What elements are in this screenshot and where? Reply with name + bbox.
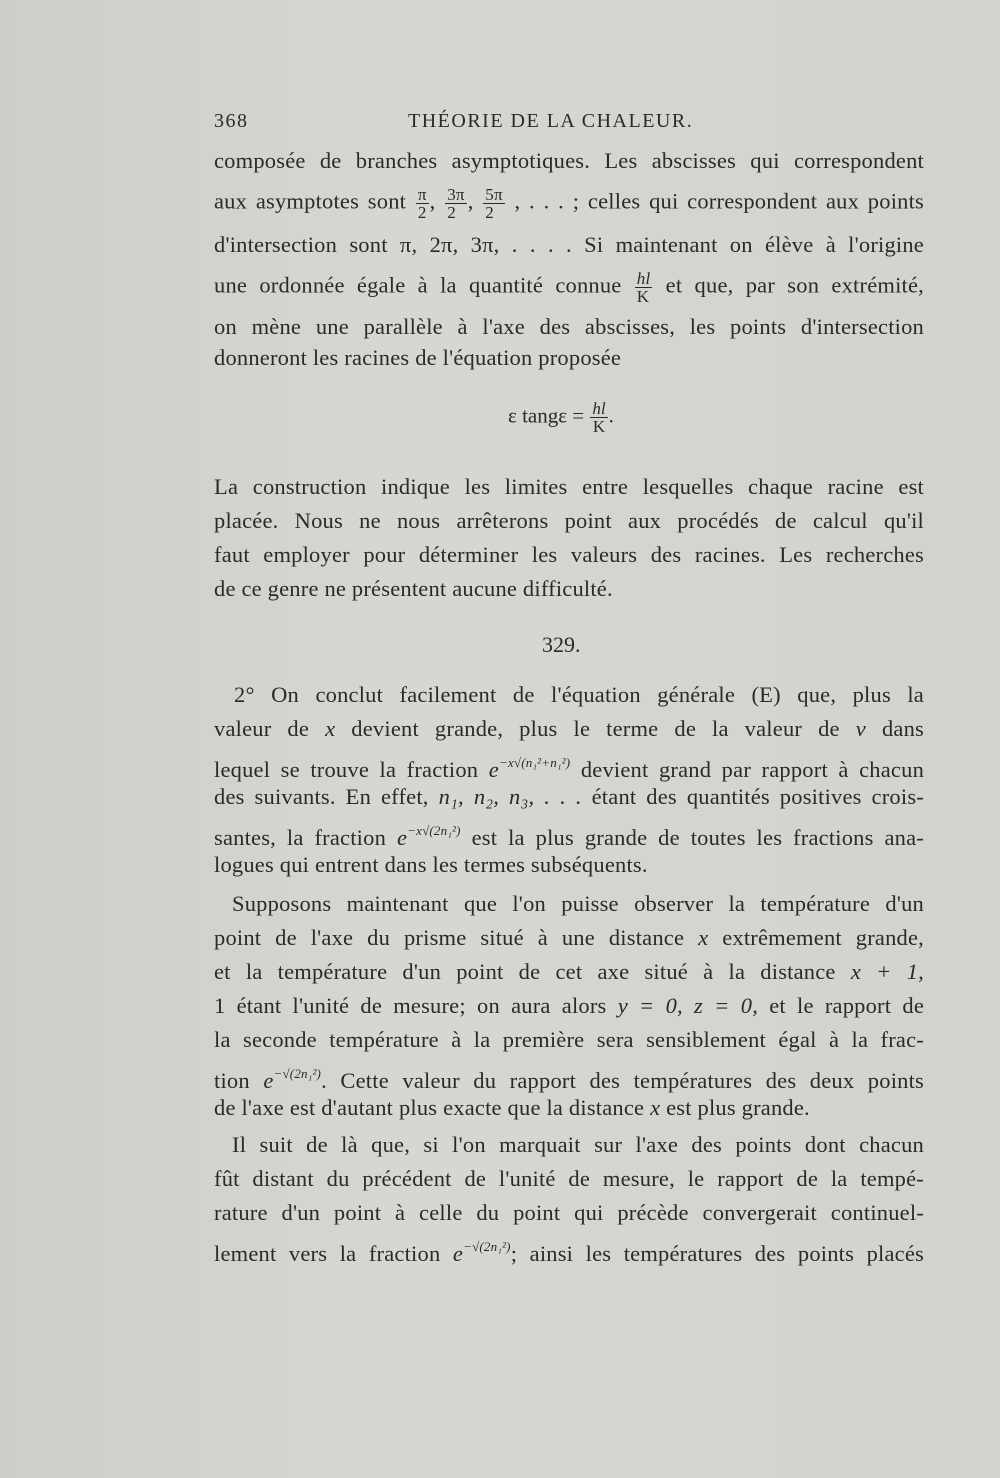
- running-title: THÉORIE DE LA CHALEUR.: [408, 110, 694, 132]
- fraction: $\frac{3\pi}{2}$: [447, 185, 465, 222]
- text-line: de l'axe est d'autant plus exacte que la distance x est plus grande.: [214, 1095, 810, 1120]
- text-line: Il suit de là que, si l'on marquait sur l'axe des points dont chacun: [232, 1132, 924, 1157]
- text-line: aux asymptotes sont $\frac{\pi}{2}$ , $\frac{3\pi}{2}$ , $\frac{5\pi}{2}$ , . . . ; celles qui correspondent aux points: [214, 185, 924, 222]
- text-line: une ordonnée égale à la quantité connue $\frac{hl}{K}$ et que, par son extrémité,: [214, 269, 925, 306]
- fraction: $\frac{hl}{K}$: [592, 399, 606, 436]
- text-line: d'intersection sont π, 2π, 3π, . . . . Si maintenant on élève à l'origine: [214, 232, 924, 257]
- text-line: et la température d'un point de cet axe situé à la distance x + 1,: [214, 959, 925, 984]
- text-line: rature d'un point à celle du point qui précède convergerait continuel-: [214, 1200, 924, 1225]
- text-line: santes, la fraction $e^{-x√(2n_1^2)}$ est la plus grande de toutes les fractions ana-: [214, 823, 924, 850]
- text-line: logues qui entrent dans les termes subséquents.: [214, 852, 648, 877]
- page-number: 368: [214, 110, 249, 132]
- text-line: de ce genre ne présentent aucune difficulté.: [214, 576, 613, 601]
- text-line: faut employer pour déterminer les valeurs des racines. Les recherches: [214, 542, 924, 567]
- text-line: des suivants. En effet, n₁, n₂, n₃, . . . étant des quantités positives crois-: [214, 784, 924, 809]
- equation: ε tangε = $\frac{hl}{K}$ .: [508, 399, 614, 436]
- text-line: placée. Nous ne nous arrêterons point aux procédés de calcul qu'il: [214, 508, 924, 533]
- text-line: valeur de x devient grande, plus le terme de la valeur de v dans: [214, 716, 925, 741]
- text-line: composée de branches asymptotiques. Les abscisses qui correspondent: [214, 148, 924, 173]
- text-line: on mène une parallèle à l'axe des abscisses, les points d'intersection: [214, 314, 924, 339]
- text-line: 2° On conclut facilement de l'équation générale (E) que, plus la: [234, 682, 924, 707]
- text-line: 1 étant l'unité de mesure; on aura alors y = 0, z = 0, et le rapport de: [214, 993, 925, 1018]
- text-line: lequel se trouve la fraction $e^{-x√(n_1^2+n_1^2)}$ devient grand par rapport à chacun: [214, 755, 925, 782]
- text-line: donneront les racines de l'équation proposée: [214, 345, 622, 370]
- text-line: La construction indique les limites entre lesquelles chaque racine est: [214, 474, 924, 499]
- fraction: $\frac{hl}{K}$: [636, 269, 651, 306]
- text-line: fût distant du précédent de l'unité de mesure, le rapport de la tempé-: [214, 1166, 924, 1191]
- fraction: $\frac{\pi}{2}$: [417, 185, 427, 222]
- text-line: Supposons maintenant que l'on puisse observer la température d'un: [232, 891, 924, 916]
- section-number: 329.: [542, 632, 581, 657]
- fraction: $\frac{5\pi}{2}$: [485, 185, 503, 222]
- text-line: la seconde température à la première sera sensiblement égal à la frac-: [214, 1027, 924, 1052]
- text-line: point de l'axe du prisme situé à une distance x extrêmement grande,: [214, 925, 925, 950]
- text-line: lement vers la fraction $e^{-√(2n_1^2)}$; ainsi les températures des points placés: [214, 1239, 924, 1266]
- text-line: tion $e^{-√(2n_1^2)}$. Cette valeur du rapport des températures des deux points: [214, 1066, 925, 1093]
